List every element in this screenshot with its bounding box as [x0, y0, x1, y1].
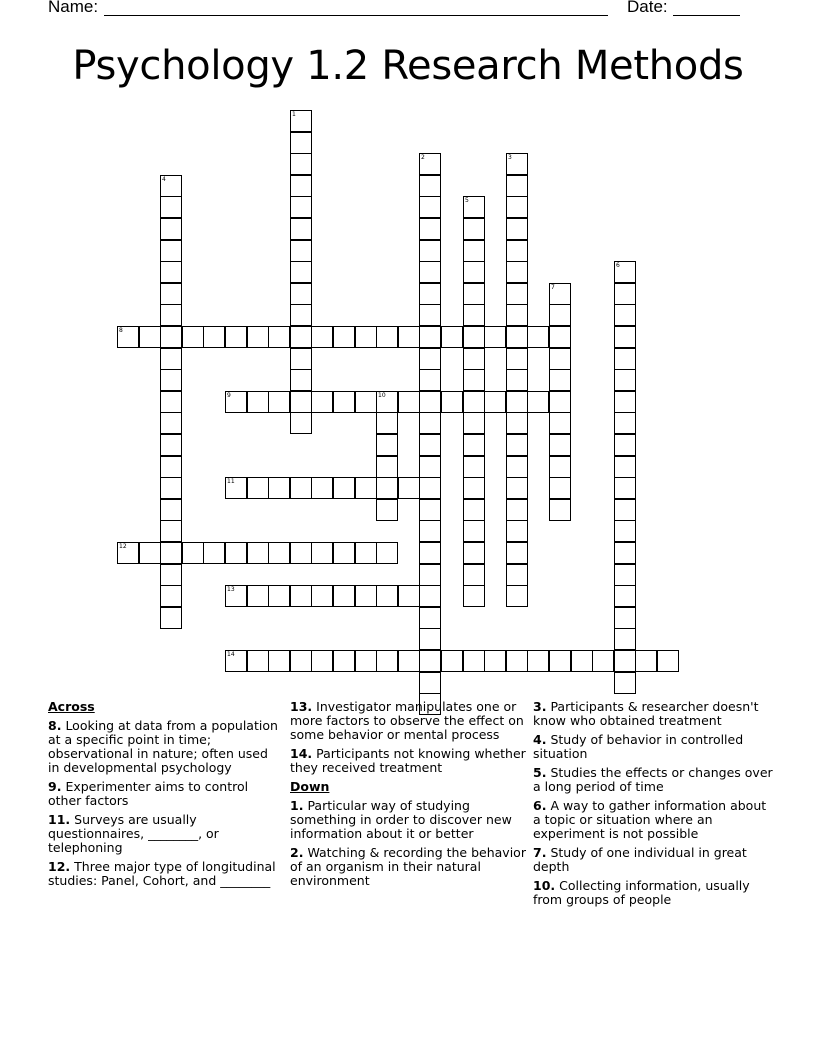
grid-cell[interactable] — [527, 326, 549, 348]
grid-cell[interactable] — [463, 304, 485, 326]
grid-cell[interactable] — [268, 391, 290, 413]
grid-cell[interactable] — [160, 175, 182, 197]
grid-cell[interactable] — [355, 585, 377, 607]
grid-cell[interactable] — [463, 196, 485, 218]
grid-cell[interactable] — [506, 348, 528, 370]
grid-cell[interactable] — [549, 348, 571, 370]
grid-cell[interactable] — [225, 391, 247, 413]
clue-number-label: 1. — [290, 798, 304, 813]
clue-number: 11 — [227, 478, 235, 485]
clue-number-label: 4. — [533, 732, 547, 747]
grid-cell[interactable] — [355, 477, 377, 499]
grid-cell[interactable] — [247, 585, 269, 607]
grid-cell[interactable] — [549, 283, 571, 305]
grid-cell[interactable] — [614, 542, 636, 564]
clue-text: Participants & researcher doesn't know who obtained treatment — [533, 699, 759, 728]
grid-cell[interactable] — [614, 456, 636, 478]
clue-number: 7 — [551, 284, 555, 291]
grid-cell[interactable] — [463, 520, 485, 542]
grid-cell[interactable] — [614, 499, 636, 521]
grid-cell[interactable] — [160, 412, 182, 434]
grid-cell[interactable] — [549, 326, 571, 348]
grid-cell[interactable] — [290, 175, 312, 197]
grid-cell[interactable] — [463, 564, 485, 586]
grid-cell[interactable] — [290, 326, 312, 348]
grid-cell[interactable] — [225, 326, 247, 348]
grid-cell[interactable] — [657, 650, 679, 672]
grid-cell[interactable] — [290, 196, 312, 218]
clue-item — [533, 879, 773, 907]
grid-cell[interactable] — [419, 607, 441, 629]
clue-item — [533, 766, 773, 794]
grid-cell[interactable] — [419, 650, 441, 672]
grid-cell[interactable] — [419, 369, 441, 391]
clue-text: Particular way of studying something in order to discover new information about it or better — [290, 798, 512, 841]
grid-cell[interactable] — [419, 672, 441, 694]
grid-cell[interactable] — [549, 477, 571, 499]
grid-cell[interactable] — [614, 261, 636, 283]
grid-cell[interactable] — [506, 369, 528, 391]
grid-cell[interactable] — [160, 283, 182, 305]
clues-column-2 — [290, 700, 526, 888]
grid-cell[interactable] — [398, 477, 420, 499]
grid-cell[interactable] — [247, 542, 269, 564]
grid-cell[interactable] — [614, 477, 636, 499]
grid-cell[interactable] — [376, 542, 398, 564]
grid-cell[interactable] — [333, 477, 355, 499]
grid-cell[interactable] — [247, 477, 269, 499]
clue-heading: Down — [290, 779, 330, 794]
grid-cell[interactable] — [117, 542, 139, 564]
grid-cell[interactable] — [355, 650, 377, 672]
clue-number-label: 3. — [533, 699, 547, 714]
grid-cell[interactable] — [160, 261, 182, 283]
grid-cell[interactable] — [311, 326, 333, 348]
grid-cell[interactable] — [614, 607, 636, 629]
grid-cell[interactable] — [225, 650, 247, 672]
clue-text: Study of behavior in controlled situation — [533, 732, 744, 761]
clue-text: Experimenter aims to control other factors — [48, 779, 249, 808]
grid-cell[interactable] — [527, 650, 549, 672]
grid-cell[interactable] — [506, 434, 528, 456]
grid-cell[interactable] — [463, 477, 485, 499]
grid-cell[interactable] — [419, 175, 441, 197]
grid-cell[interactable] — [419, 564, 441, 586]
clue-text: Surveys are usually questionnaires, ________, or telephoning — [48, 812, 219, 855]
grid-cell[interactable] — [290, 261, 312, 283]
grid-cell[interactable] — [463, 261, 485, 283]
grid-cell[interactable] — [290, 283, 312, 305]
clue-item — [290, 700, 526, 742]
clue-text: Studies the effects or changes over a long period of time — [533, 765, 773, 794]
clue-item — [48, 719, 283, 775]
grid-cell[interactable] — [160, 585, 182, 607]
clue-number: 6 — [616, 262, 620, 269]
grid-cell[interactable] — [160, 326, 182, 348]
grid-cell[interactable] — [160, 499, 182, 521]
grid-cell[interactable] — [160, 348, 182, 370]
grid-cell[interactable] — [290, 391, 312, 413]
clue-item — [290, 846, 526, 888]
grid-cell[interactable] — [398, 585, 420, 607]
grid-cell[interactable] — [614, 520, 636, 542]
grid-cell[interactable] — [463, 585, 485, 607]
clue-item — [48, 780, 283, 808]
grid-cell[interactable] — [419, 585, 441, 607]
clue-number-label: 11. — [48, 812, 71, 827]
clue-heading: Across — [48, 699, 95, 714]
grid-cell[interactable] — [290, 585, 312, 607]
grid-cell[interactable] — [506, 283, 528, 305]
clue-number: 3 — [508, 154, 512, 161]
grid-cell[interactable] — [290, 348, 312, 370]
clue-item — [290, 747, 526, 775]
grid-cell[interactable] — [463, 283, 485, 305]
grid-cell[interactable] — [419, 261, 441, 283]
clue-item — [533, 733, 773, 761]
grid-cell[interactable] — [506, 499, 528, 521]
grid-cell[interactable] — [506, 153, 528, 175]
grid-cell[interactable] — [614, 412, 636, 434]
grid-cell[interactable] — [463, 542, 485, 564]
clue-number-label: 9. — [48, 779, 62, 794]
grid-cell[interactable] — [160, 477, 182, 499]
grid-cell[interactable] — [506, 412, 528, 434]
grid-cell[interactable] — [268, 326, 290, 348]
grid-cell[interactable] — [419, 456, 441, 478]
grid-cell[interactable] — [355, 326, 377, 348]
clue-text: Study of one individual in great depth — [533, 845, 747, 874]
grid-cell[interactable] — [311, 585, 333, 607]
grid-cell[interactable] — [614, 369, 636, 391]
clue-item — [533, 846, 773, 874]
grid-cell[interactable] — [247, 650, 269, 672]
grid-cell[interactable] — [463, 499, 485, 521]
clue-number: 8 — [119, 327, 123, 334]
grid-cell[interactable] — [592, 650, 614, 672]
grid-cell[interactable] — [419, 542, 441, 564]
grid-cell[interactable] — [463, 369, 485, 391]
clue-number: 12 — [119, 543, 127, 550]
clue-number: 4 — [162, 176, 166, 183]
grid-cell[interactable] — [614, 391, 636, 413]
grid-cell[interactable] — [614, 672, 636, 694]
grid-cell[interactable] — [311, 477, 333, 499]
grid-cell[interactable] — [527, 391, 549, 413]
grid-cell[interactable] — [160, 434, 182, 456]
grid-cell[interactable] — [419, 283, 441, 305]
clue-number-label: 5. — [533, 765, 547, 780]
grid-cell[interactable] — [398, 326, 420, 348]
clue-number-label: 13. — [290, 699, 313, 714]
grid-cell[interactable] — [117, 326, 139, 348]
grid-cell[interactable] — [614, 628, 636, 650]
grid-cell[interactable] — [484, 326, 506, 348]
clue-text: Collecting information, usually from groups of people — [533, 878, 750, 907]
grid-cell[interactable] — [311, 650, 333, 672]
grid-cell[interactable] — [290, 542, 312, 564]
grid-cell[interactable] — [290, 132, 312, 154]
clue-number: 9 — [227, 392, 231, 399]
grid-cell[interactable] — [419, 326, 441, 348]
grid-cell[interactable] — [182, 542, 204, 564]
grid-cell[interactable] — [549, 412, 571, 434]
grid-cell[interactable] — [268, 585, 290, 607]
grid-cell[interactable] — [376, 391, 398, 413]
grid-cell[interactable] — [463, 326, 485, 348]
grid-cell[interactable] — [635, 650, 657, 672]
grid-cell[interactable] — [506, 564, 528, 586]
grid-cell[interactable] — [549, 304, 571, 326]
grid-cell[interactable] — [506, 218, 528, 240]
grid-cell[interactable] — [463, 650, 485, 672]
clues-column-3 — [533, 700, 773, 907]
grid-cell[interactable] — [506, 520, 528, 542]
grid-cell[interactable] — [376, 477, 398, 499]
grid-cell[interactable] — [290, 153, 312, 175]
grid-cell[interactable] — [614, 564, 636, 586]
grid-cell[interactable] — [139, 326, 161, 348]
grid-cell[interactable] — [203, 326, 225, 348]
grid-cell[interactable] — [506, 456, 528, 478]
grid-cell[interactable] — [160, 607, 182, 629]
grid-cell[interactable] — [506, 196, 528, 218]
grid-cell[interactable] — [614, 434, 636, 456]
grid-cell[interactable] — [419, 628, 441, 650]
grid-cell[interactable] — [290, 477, 312, 499]
grid-cell[interactable] — [268, 477, 290, 499]
grid-cell[interactable] — [160, 304, 182, 326]
grid-cell[interactable] — [398, 391, 420, 413]
clue-number: 5 — [465, 197, 469, 204]
grid-cell[interactable] — [247, 326, 269, 348]
clue-number-label: 7. — [533, 845, 547, 860]
clue-item — [533, 700, 773, 728]
grid-cell[interactable] — [549, 434, 571, 456]
grid-cell[interactable] — [463, 348, 485, 370]
grid-cell[interactable] — [441, 326, 463, 348]
grid-cell[interactable] — [160, 218, 182, 240]
grid-cell[interactable] — [203, 542, 225, 564]
clue-item — [48, 813, 283, 855]
grid-cell[interactable] — [419, 434, 441, 456]
grid-cell[interactable] — [419, 240, 441, 262]
grid-cell[interactable] — [484, 391, 506, 413]
grid-cell[interactable] — [376, 456, 398, 478]
grid-cell[interactable] — [463, 412, 485, 434]
grid-cell[interactable] — [506, 391, 528, 413]
grid-cell[interactable] — [290, 240, 312, 262]
clue-number-label: 12. — [48, 859, 71, 874]
grid-cell[interactable] — [376, 326, 398, 348]
page-title: Psychology 1.2 Research Methods — [72, 43, 744, 89]
grid-cell[interactable] — [311, 391, 333, 413]
grid-cell[interactable] — [549, 499, 571, 521]
grid-cell[interactable] — [506, 240, 528, 262]
clue-number: 13 — [227, 586, 235, 593]
grid-cell[interactable] — [614, 304, 636, 326]
grid-cell[interactable] — [290, 650, 312, 672]
clue-number: 10 — [378, 392, 386, 399]
grid-cell[interactable] — [419, 391, 441, 413]
grid-cell[interactable] — [268, 542, 290, 564]
grid-cell[interactable] — [549, 456, 571, 478]
clue-text: Three major type of longitudinal studies: Panel, Cohort, and ________ — [48, 859, 276, 888]
clue-number-label: 8. — [48, 718, 62, 733]
grid-cell[interactable] — [398, 650, 420, 672]
grid-cell[interactable] — [419, 196, 441, 218]
grid-cell[interactable] — [549, 391, 571, 413]
grid-cell[interactable] — [355, 542, 377, 564]
grid-cell[interactable] — [333, 391, 355, 413]
grid-cell[interactable] — [506, 261, 528, 283]
grid-cell[interactable] — [333, 326, 355, 348]
grid-cell[interactable] — [506, 650, 528, 672]
grid-cell[interactable] — [614, 326, 636, 348]
grid-cell[interactable] — [290, 304, 312, 326]
grid-cell[interactable] — [419, 520, 441, 542]
grid-cell[interactable] — [376, 412, 398, 434]
grid-cell[interactable] — [160, 196, 182, 218]
grid-cell[interactable] — [419, 412, 441, 434]
grid-cell[interactable] — [225, 477, 247, 499]
grid-cell[interactable] — [614, 283, 636, 305]
clue-item — [48, 860, 283, 888]
grid-cell[interactable] — [419, 218, 441, 240]
grid-cell[interactable] — [160, 240, 182, 262]
grid-cell[interactable] — [160, 391, 182, 413]
grid-cell[interactable] — [290, 218, 312, 240]
grid-cell[interactable] — [355, 391, 377, 413]
grid-cell[interactable] — [225, 585, 247, 607]
grid-cell[interactable] — [441, 650, 463, 672]
grid-cell[interactable] — [614, 585, 636, 607]
grid-cell[interactable] — [160, 520, 182, 542]
grid-cell[interactable] — [376, 434, 398, 456]
clue-item — [290, 799, 526, 841]
clue-item — [533, 799, 773, 841]
grid-cell[interactable] — [506, 477, 528, 499]
grid-cell[interactable] — [571, 650, 593, 672]
name-label: Name: — [48, 0, 99, 16]
grid-cell[interactable] — [333, 585, 355, 607]
clue-text: Investigator manipulates one or more factors to observe the effect on some behavior or mental process — [290, 699, 524, 742]
clues-column-1 — [48, 700, 283, 888]
clue-number: 1 — [292, 111, 296, 118]
grid-cell[interactable] — [484, 650, 506, 672]
clue-text: A way to gather information about a topic or situation where an experiment is not possible — [533, 798, 767, 841]
grid-cell[interactable] — [419, 348, 441, 370]
grid-cell[interactable] — [160, 369, 182, 391]
clue-number-label: 14. — [290, 746, 313, 761]
grid-cell[interactable] — [506, 585, 528, 607]
grid-cell[interactable] — [463, 218, 485, 240]
grid-cell[interactable] — [160, 564, 182, 586]
grid-cell[interactable] — [441, 391, 463, 413]
grid-cell[interactable] — [419, 304, 441, 326]
grid-cell[interactable] — [290, 412, 312, 434]
grid-cell[interactable] — [506, 326, 528, 348]
grid-cell[interactable] — [182, 326, 204, 348]
clue-number: 2 — [421, 154, 425, 161]
grid-cell[interactable] — [463, 240, 485, 262]
grid-cell[interactable] — [225, 542, 247, 564]
clue-number-label: 6. — [533, 798, 547, 813]
clue-number: 14 — [227, 651, 235, 658]
grid-cell[interactable] — [290, 110, 312, 132]
clue-text: Watching & recording the behavior of an organism in their natural environment — [290, 845, 526, 888]
date-label: Date: — [627, 0, 668, 16]
grid-cell[interactable] — [247, 391, 269, 413]
clue-number-label: 2. — [290, 845, 304, 860]
grid-cell[interactable] — [160, 542, 182, 564]
grid-cell[interactable] — [268, 650, 290, 672]
grid-cell[interactable] — [290, 369, 312, 391]
grid-cell[interactable] — [506, 542, 528, 564]
grid-cell[interactable] — [506, 175, 528, 197]
grid-cell[interactable] — [463, 434, 485, 456]
clue-text: Looking at data from a population at a specific point in time; observational in nature; often used in developmental psychology — [48, 718, 278, 775]
grid-cell[interactable] — [376, 499, 398, 521]
grid-cell[interactable] — [376, 585, 398, 607]
grid-cell[interactable] — [506, 304, 528, 326]
grid-cell[interactable] — [463, 391, 485, 413]
grid-cell[interactable] — [311, 542, 333, 564]
clue-text: Participants not knowing whether they received treatment — [290, 746, 526, 775]
clue-number-label: 10. — [533, 878, 556, 893]
grid-cell[interactable] — [160, 456, 182, 478]
grid-cell[interactable] — [139, 542, 161, 564]
grid-cell[interactable] — [419, 477, 441, 499]
grid-cell[interactable] — [614, 348, 636, 370]
grid-cell[interactable] — [549, 650, 571, 672]
grid-cell[interactable] — [419, 499, 441, 521]
grid-cell[interactable] — [333, 650, 355, 672]
grid-cell[interactable] — [376, 650, 398, 672]
grid-cell[interactable] — [614, 650, 636, 672]
grid-cell[interactable] — [333, 542, 355, 564]
grid-cell[interactable] — [549, 369, 571, 391]
grid-cell[interactable] — [419, 153, 441, 175]
grid-cell[interactable] — [463, 456, 485, 478]
